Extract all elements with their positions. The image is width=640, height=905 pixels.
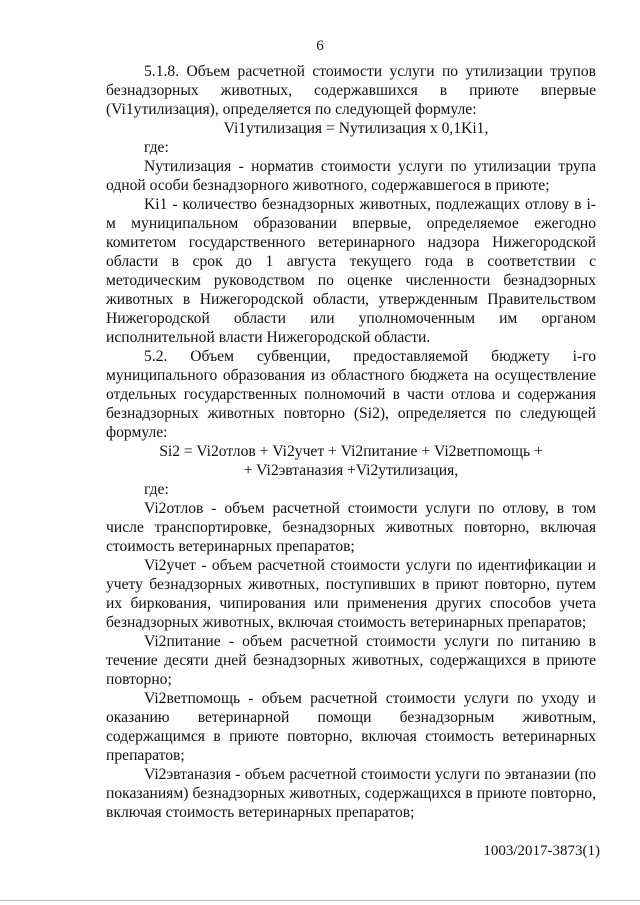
formula-si2-line2: + Vi2эвтаназия +Vi2утилизация, — [243, 462, 459, 479]
definition-vi2-pitanie: Vi2питание - объем расчетной стоимости услуги по питанию в течение десяти дней безнадзорных животных, содержащихся в приюте повторно; — [106, 633, 596, 688]
definition-ki1: Ki1 - количество безнадзорных животных, подлежащих отлову в i-м муниципальном образовании впервые, определяемое ежегодно комитетом государственного ветеринарного надзора Нижегородской области в срок до 1 августа текущего года в соответствии с методическим руководством по оценке численности безнадзорных животных в Нижегородской области, утвержденным Правительством Нижегородской области или уполномоченным им органом исполнительной власти Нижегородской области. — [106, 196, 596, 346]
paragraph-5-1-8: 5.1.8. Объем расчетной стоимости услуги по утилизации трупов безнадзорных животных, содержавшихся в приюте впервые (Vi1утилизация), определяется по следующей формуле: — [106, 63, 596, 118]
definition-vi2-uchet: Vi2учет - объем расчетной стоимости услуги по идентификации и учету безнадзорных животных, поступивших в приют повторно, путем их биркования, чипирования или применения других способов учета безнадзорных животных, включая стоимость ветеринарных препаратов; — [106, 557, 596, 631]
page-number: 6 — [316, 38, 324, 54]
bottom-edge-line — [0, 900, 640, 901]
definition-n-utilization: Nутилизация - норматив стоимости услуги по утилизации трупа одной особи безнадзорного животного, содержавшегося в приюте; — [106, 158, 596, 194]
where-label-1: где: — [144, 139, 169, 156]
paragraph-5-2: 5.2. Объем субвенции, предоставляемой бюджету i-го муниципального образования из областного бюджета на осуществление отдельных государственных полномочий в части отлова и содержания безнадзорных животных повторно (Si2), определяется по следующей формуле: — [106, 348, 596, 441]
definition-vi2-vetpomosh: Vi2ветпомощь - объем расчетной стоимости услуги по уходу и оказанию ветеринарной помощи безнадзорным животным, содержащимся в приюте повторно, включая стоимость ветеринарных препаратов; — [106, 690, 596, 764]
definition-vi2-evtanaziya: Vi2эвтаназия - объем расчетной стоимости услуги по эвтаназии (по показаниям) безнадзорных животных, содержащихся в приюте повторно, включая стоимость ветеринарных препаратов; — [106, 766, 596, 821]
document-code: 1003/2017-3873(1) — [483, 843, 600, 859]
document-body — [106, 62, 596, 822]
formula-vi1-utilization: Vi1утилизация = Nутилизация x 0,1Ki1, — [223, 120, 489, 137]
where-label-2: где: — [144, 481, 169, 498]
definition-vi2-otlov: Vi2отлов - объем расчетной стоимости услуги по отлову, в том числе транспортировке, безнадзорных животных повторно, включая стоимость ветеринарных препаратов; — [106, 500, 596, 555]
formula-si2-line1: Si2 = Vi2отлов + Vi2учет + Vi2питание + Vi2ветпомощь + — [159, 443, 543, 460]
